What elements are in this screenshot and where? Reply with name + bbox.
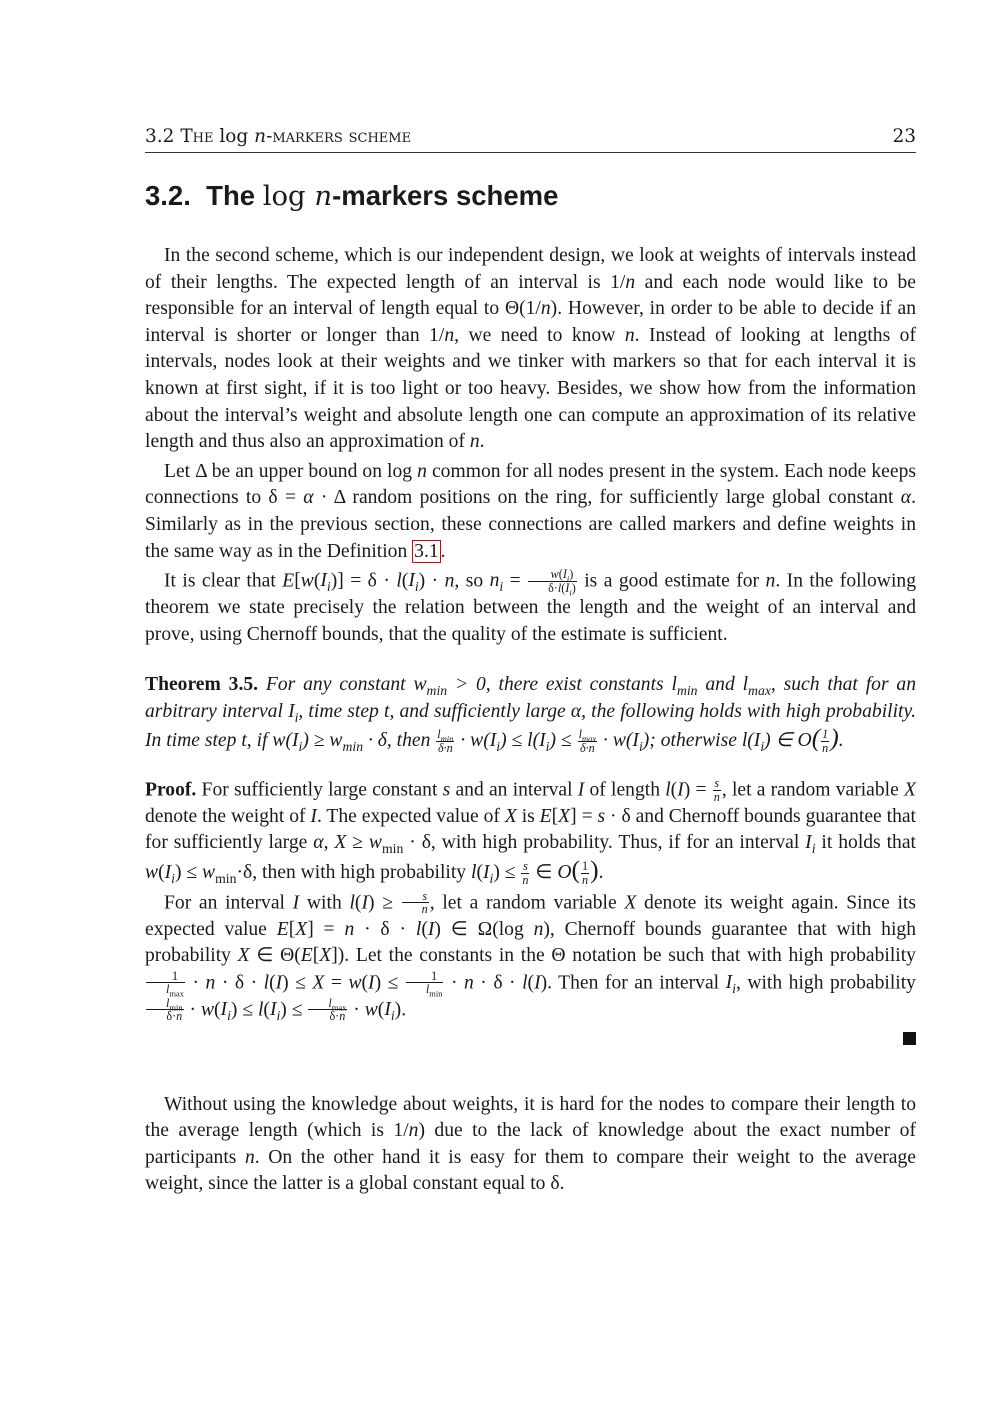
paragraph-delta: Let Δ be an upper bound on log n common for all nodes present in the system. Each node keeps connections to δ = α · Δ random positions on the ring, for sufficiently large global constant α. Similarly as in the previous section, these connections are called markers and define weights in the same way as in the Definition 3.1 . (145, 460, 916, 562)
proof-paragraph-1: Proof. For sufficiently large constant s and an interval I of length l(I) = $\frac{s}{n}$ , let a random variable X denote the weight of I. The expected value of X is E[X] = s · δ and Chernoff bounds guarantee that for sufficiently large α, $X \ge w_{min} \cdot \delta$, with high probability. Thus, if for an interval $I_i$ it holds that $w(I_i) \le w_{min}\cdot\delta$, then with high probability $l(I_i)$ ≤ $\frac{s}{n}$ ∈ O( $\frac{1}{n}$ ). (145, 775, 917, 887)
paragraph-intro: In the second scheme, which is our independent design, we look at weights of intervals instead of their lengths. The expected length of an interval is 1/n and each node would like to be responsible for an interval of length equal to Θ(1/n). However, in order to be able to decide if an interval is shorter or longer than 1/n, we need to know n. Instead of looking at lengths of intervals, nodes look at their weights and we tinker with markers so that for each interval it is known at first sight, if it is too light or too heavy. Besides, we show how from the information about the interval’s weight and absolute length one can compute an approximation of its relative length and thus also an approximation of n. (145, 245, 916, 453)
proof-paragraph-2: For an interval I with l(I) ≥ $\frac{s}{n}$ , let a random variable X denote its weight again. Since its expected value E[X] = n · δ · l(I) ∈ Ω(log n), Chernoff bounds guarantee that with high probability X ∈ Θ(E[X]). Let the constants in the Θ notation be such that with high probability $\frac{1}{l_{max}}$ · n · δ · l(I) ≤ X = w(I) ≤ $\frac{1}{l_{min}}$ · n · δ · l(I). Then for an interval $I_i$, with high probability $\frac{l_{min}}{\delta\cdot n}$ · $w(I_i) \le l(I_i)$ ≤ $\frac{l_{max}}{\delta\cdot n}$ · $w(I_i)$. (145, 888, 916, 1024)
running-header-section: 3.2 The log n-markers scheme (145, 126, 412, 147)
definition-reference-link[interactable]: 3.1 (414, 540, 439, 562)
body-text (145, 243, 916, 1198)
section-title: 3.2. The log n-markers scheme (145, 180, 559, 212)
paragraph-closing: Without using the knowledge about weights, it is hard for the nodes to compare their length to the average length (which is 1/n) due to the lack of knowledge about the exact number of participants n. On the other hand it is easy for them to compare their weight to the average weight, since the latter is a global constant equal to δ. (145, 1093, 917, 1195)
page-number: 23 (892, 126, 916, 147)
qed-symbol (145, 1024, 916, 1052)
paragraph-estimate: It is clear that $E[w(I_i)] = \delta \cdot l(I_i) \cdot n$, so $n_i$ = $\frac{w(I_i)}{\delta\cdot l(I_i)}$ is a good estimate for n. In the following theorem we state precisely the relation between the length and the weight of an interval and prove, using Chernoff bounds, that the quality of the estimate is sufficient. (145, 567, 916, 645)
fraction-estimate: $\frac{w(I_i)}{\delta\cdot l(I_i)}$ (528, 568, 577, 595)
theorem-3-5: Theorem 3.5. For any constant $w_{min} > 0$, there exist constants $l_{min}$ and $l_{max}$, such that for an arbitrary interval $I_i$, time step t, and sufficiently large α, the following holds with high probability. In time step t, if $w(I_i) \ge w_{min} \cdot \delta$, then $\frac{l_{min}}{\delta\cdot n}$ · $w(I_i) \le l(I_i)$ ≤ $\frac{l_{max}}{\delta\cdot n}$ · $w(I_i)$; otherwise $l(I_i)$ ∈ O( $\frac{1}{n}$ ). (145, 674, 916, 755)
running-header (145, 126, 916, 153)
